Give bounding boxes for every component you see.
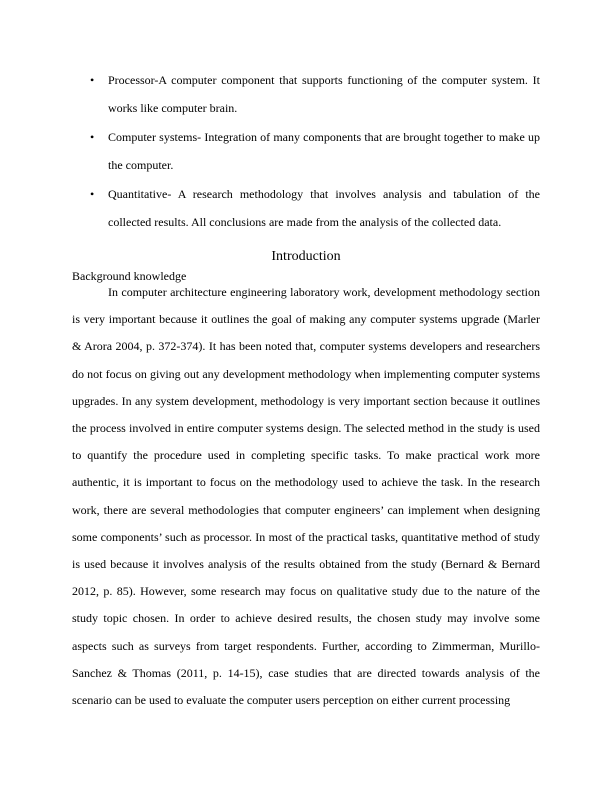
- body-paragraph: In computer architecture engineering laboratory work, development methodology section is very important because it outlines the goal of making any computer systems upgrade (Marler & Arora 2004, p. 372-374). It has been noted that, computer systems developers and researchers do not focus on giving out any development methodology when implementing computer systems upgrades. In any system development, methodology is very important section because it outlines the process involved in entire computer systems design. The selected method in the study is used to quantify the procedure used in completing specific tasks. To make practical work more authentic, it is important to focus on the methodology used to achieve the task. In the research work, there are several methodologies that computer engineers’ can implement when designing some components’ such as processor. In most of the practical tasks, quantitative method of study is used because it involves analysis of the results obtained from the study (Bernard & Bernard 2012, p. 85). However, some research may focus on qualitative study due to the nature of the study topic chosen. In order to achieve desired results, the chosen study may involve some aspects such as surveys from target respondents. Further, according to Zimmerman, Murillo-Sanchez & Thomas (2011, p. 14-15), case studies that are directed towards analysis of the scenario can be used to evaluate the computer users perception on either current processing: [72, 285, 540, 708]
- subheading: Background knowledge: [72, 269, 187, 283]
- definitions-list: [90, 66, 540, 236]
- section-title: Introduction: [271, 249, 341, 264]
- list-item: [90, 180, 540, 237]
- bullet-icon: •: [90, 73, 95, 87]
- bullet-text: Quantitative- A research methodology that involves analysis and tabulation of the collected results. All conclusions are made from the analysis of the collected data.: [108, 186, 540, 230]
- bullet-icon: •: [90, 129, 95, 144]
- list-item: [90, 123, 540, 180]
- bullet-text: Computer systems- Integration of many components that are brought together to make up the computer.: [108, 129, 540, 173]
- bullet-text: Processor-A computer component that supports functioning of the computer system. It works like computer brain.: [108, 73, 540, 116]
- list-item: [90, 66, 540, 123]
- bullet-icon: •: [90, 186, 95, 201]
